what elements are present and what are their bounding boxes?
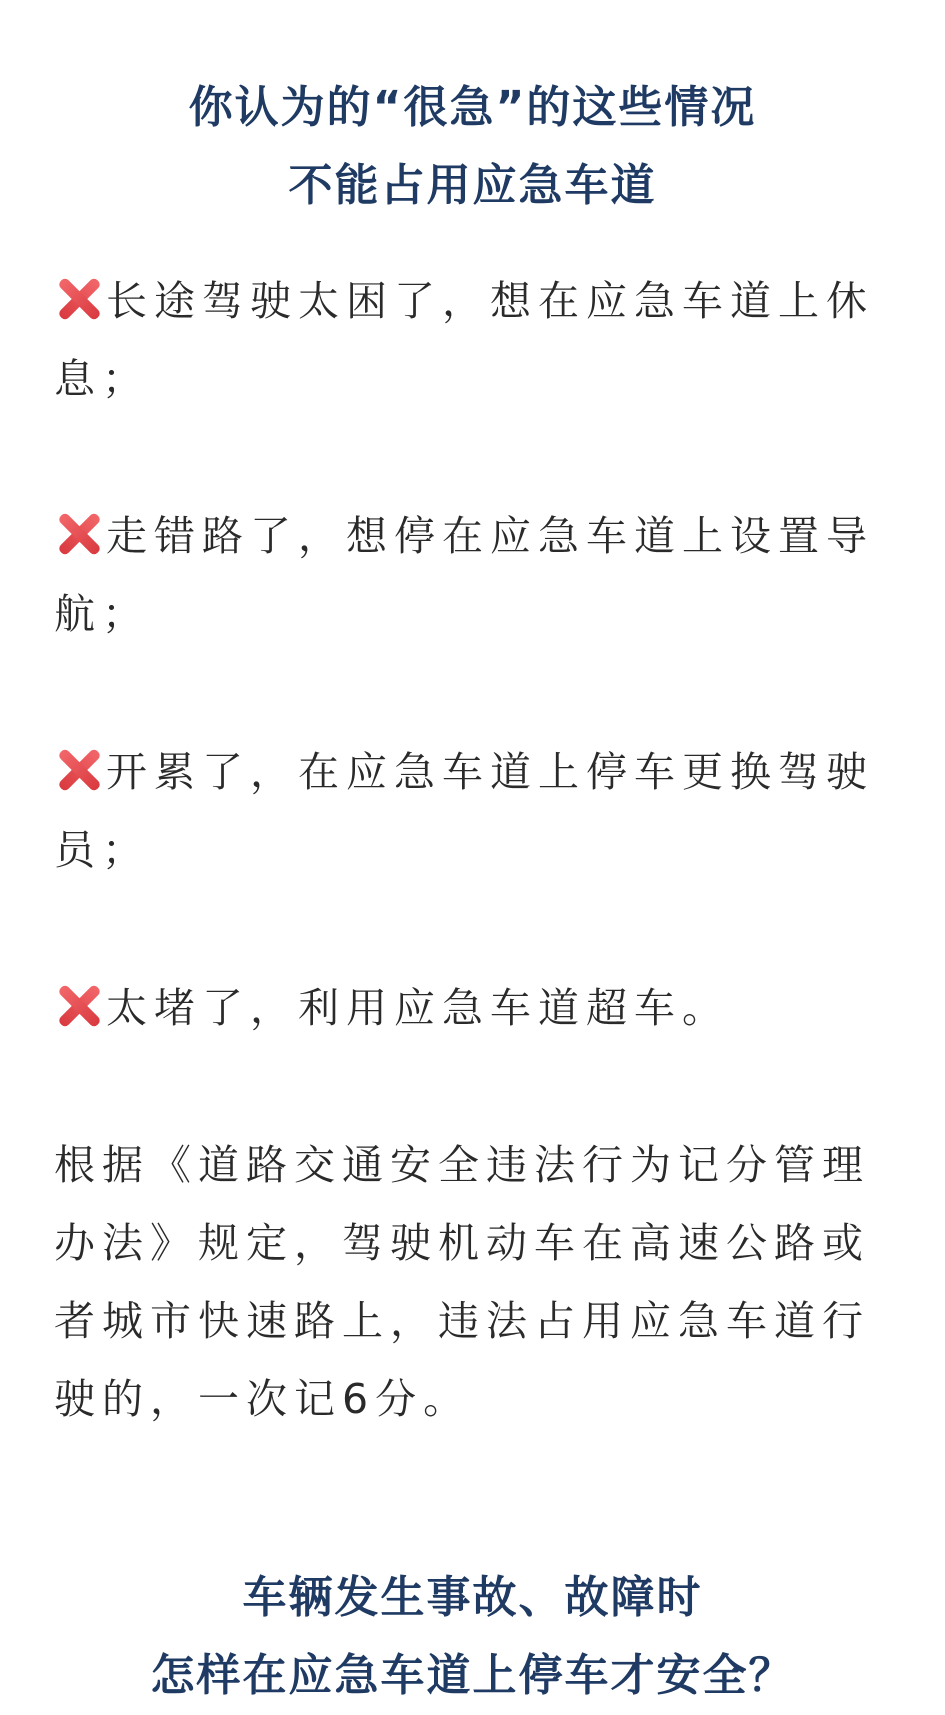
heading-bottom-line-1: 车辆发生事故、故障时 — [242, 1571, 703, 1623]
list-item-text: 开累了，在应急车道上停车更换驾驶员； — [54, 748, 874, 874]
list-item — [54, 733, 894, 889]
list-item — [54, 262, 894, 418]
section-heading-top — [40, 69, 905, 225]
heading-bottom-line-2: 怎样在应急车道上停车才安全？ — [150, 1649, 795, 1701]
heading-top-line-1: 你认为的“很急”的这些情况 — [188, 82, 757, 134]
cross-mark-icon — [54, 510, 100, 556]
law-paragraph: 根据《道路交通安全违法行为记分管理办法》规定，驾驶机动车在高速公路或者城市快速路上，违法占用应急车道行驶的，一次记6分。 — [54, 1141, 870, 1423]
heading-top-line-2: 不能占用应急车道 — [288, 160, 657, 212]
list-item — [54, 969, 894, 1047]
list-item-text: 长途驾驶太困了，想在应急车道上休息； — [54, 277, 874, 403]
cross-mark-icon — [54, 982, 100, 1028]
list-item-text: 走错路了，想停在应急车道上设置导航； — [54, 512, 874, 638]
cross-mark-icon — [54, 275, 100, 321]
section-heading-bottom — [40, 1559, 905, 1715]
list-item — [54, 497, 894, 653]
cross-mark-icon — [54, 746, 100, 792]
list-item-text: 太堵了，利用应急车道超车。 — [106, 984, 730, 1032]
